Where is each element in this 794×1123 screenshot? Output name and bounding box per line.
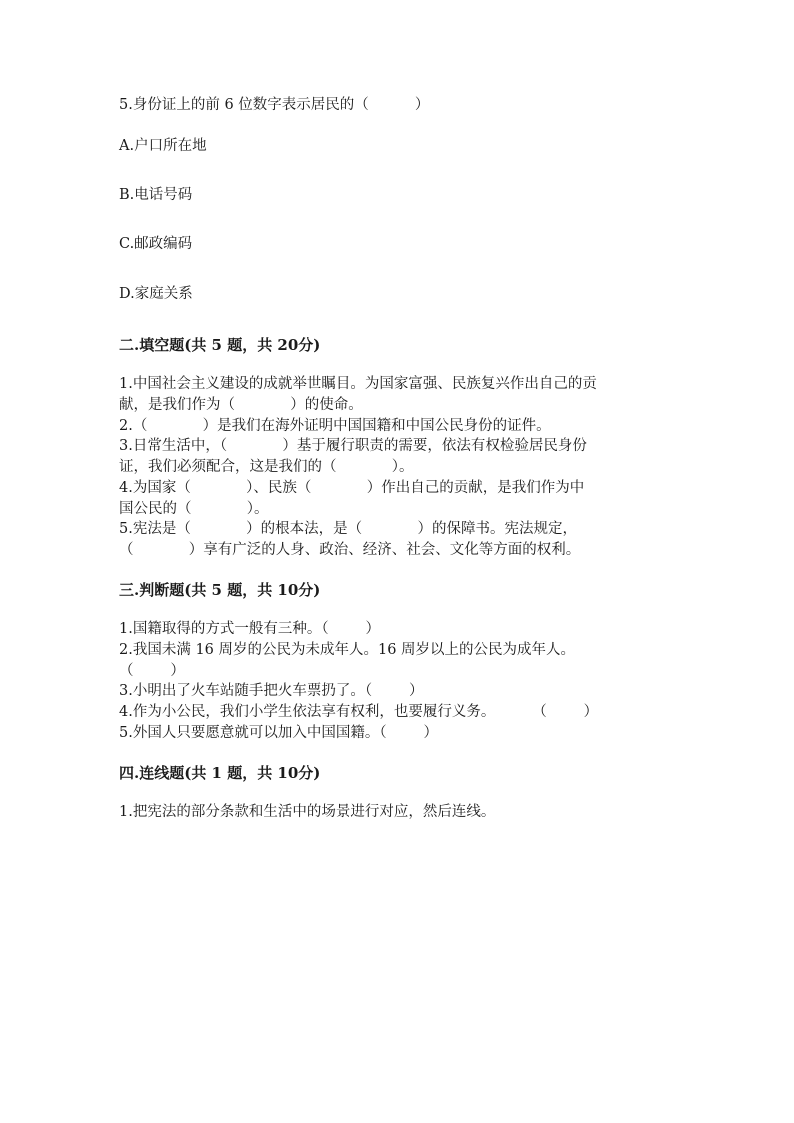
section2-line: 1.中国社会主义建设的成就举世瞩目。为国家富强、民族复兴作出自己的贡 — [119, 376, 597, 392]
section2-line: 4.为国家（ ）、民族（ ）作出自己的贡献，是我们作为中 — [119, 480, 585, 496]
section2-line: 证，我们必须配合，这是我们的（ ）。 — [119, 459, 414, 475]
section2-line: 3.日常生活中，（ ）基于履行职责的需要，依法有权检验居民身份 — [119, 438, 587, 454]
q5-stem: 5.身份证上的前 6 位数字表示居民的（ ） — [119, 97, 430, 113]
section2-line: 5.宪法是（ ）的根本法，是（ ）的保障书。宪法规定， — [119, 521, 577, 537]
section3-line: 1.国籍取得的方式一般有三种。（ ） — [119, 621, 380, 637]
section2-heading: 二.填空题(共 5 题，共 20分) — [119, 336, 321, 354]
section3-line: 3.小明出了火车站随手把火车票扔了。（ ） — [119, 683, 424, 699]
section4-line: 1.把宪法的部分条款和生活中的场景进行对应，然后连线。 — [119, 804, 496, 820]
section2-line: 2.（ ）是我们在海外证明中国国籍和中国公民身份的证件。 — [119, 418, 551, 434]
section3-line: 5.外国人只要愿意就可以加入中国国籍。（ ） — [119, 725, 438, 741]
section3-heading: 三.判断题(共 5 题，共 10分) — [119, 581, 321, 599]
section4-heading: 四.连线题(共 1 题，共 10分) — [119, 764, 321, 782]
q5-option-c: C.邮政编码 — [119, 236, 193, 252]
section3-line: 4.作为小公民，我们小学生依法享有权利，也要履行义务。 （ ） — [119, 704, 599, 720]
section3-line: 2.我国未满 16 周岁的公民为未成年人。16 周岁以上的公民为成年人。 — [119, 642, 576, 658]
section2-line: 国公民的（ ）。 — [119, 501, 269, 517]
q5-option-a: A.户口所在地 — [119, 138, 207, 154]
q5-option-b: B.电话号码 — [119, 187, 193, 203]
section2-line: 献，是我们作为（ ）的使命。 — [119, 397, 363, 413]
q5-option-d: D.家庭关系 — [119, 286, 193, 302]
section2-line: （ ）享有广泛的人身、政治、经济、社会、文化等方面的权利。 — [119, 542, 581, 558]
section3-line: （ ） — [119, 663, 185, 679]
